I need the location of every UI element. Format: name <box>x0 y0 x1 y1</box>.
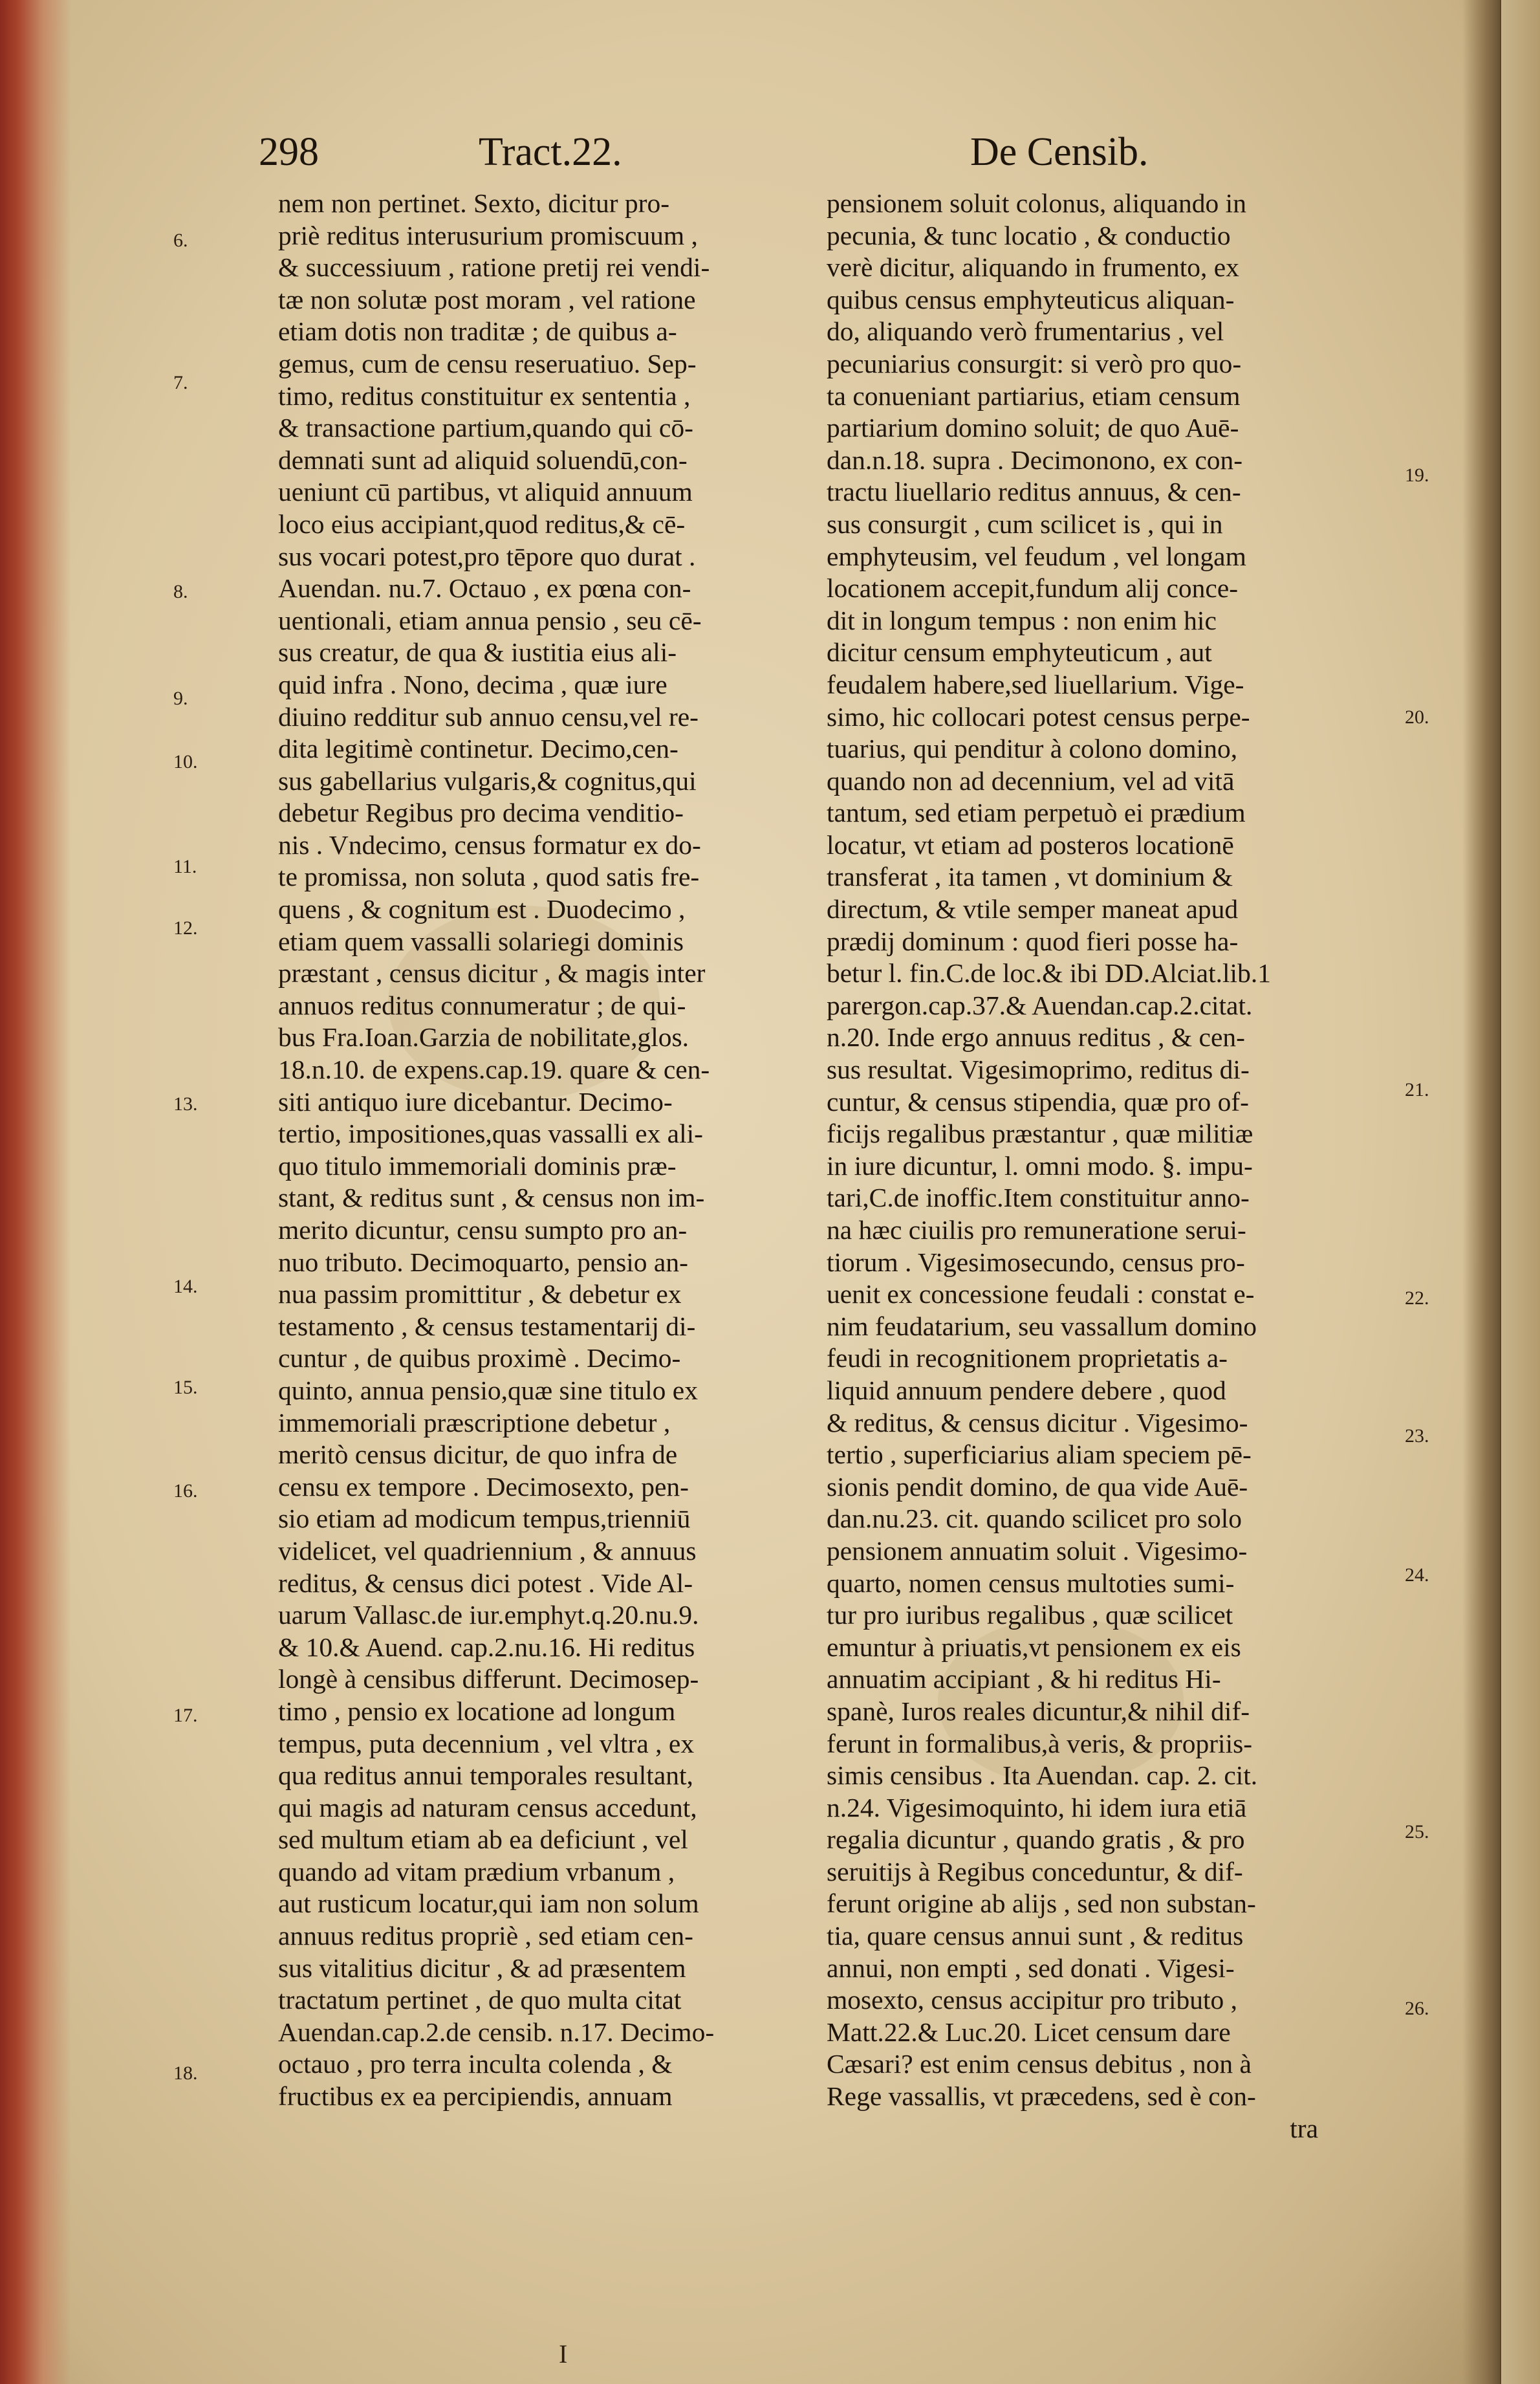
text-line: merito dicuntur, censu sumpto pro an- <box>278 1215 688 1245</box>
margin-number: 12. <box>173 917 198 939</box>
text-line: gemus, cum de censu reseruatiuo. Sep- <box>278 348 697 378</box>
text-line: ficijs regalibus præstantur , quæ militiæ <box>827 1119 1253 1149</box>
text-line: annui, non empti , sed donati . Vigesi- <box>827 1952 1235 1983</box>
text-line: quarto, nomen census multoties sumi- <box>827 1568 1235 1598</box>
text-line: te promissa, non soluta , quod satis fre- <box>278 862 700 892</box>
margin-number: 16. <box>173 1480 198 1502</box>
text-line: pensionem annuatim soluit . Vigesimo- <box>827 1535 1248 1566</box>
text-line: & 10.& Auend. cap.2.nu.16. Hi reditus <box>278 1632 695 1662</box>
treatise-label: Tract.22. <box>479 130 622 174</box>
margin-number: 20. <box>1405 706 1429 728</box>
text-line: tari,C.de inoffic.Item constituitur anno- <box>827 1183 1250 1213</box>
margin-number: 15. <box>173 1377 198 1398</box>
page-number: 298 <box>259 130 319 174</box>
text-line: aut rusticum locatur,qui iam non solum <box>278 1888 699 1919</box>
text-line: nuo tributo. Decimoquarto, pensio an- <box>278 1247 688 1277</box>
text-line: nis . Vndecimo, census formatur ex do- <box>278 829 701 860</box>
text-line: sio etiam ad modicum tempus,trienniū <box>278 1504 691 1534</box>
text-line: sus vocari potest,pro tēpore quo durat . <box>278 541 696 571</box>
margin-number: 10. <box>173 751 198 772</box>
margin-number: 18. <box>173 2062 198 2084</box>
text-line: longè à censibus differunt. Decimosep- <box>278 1664 699 1694</box>
text-line: verè dicitur, aliquando in frumento, ex <box>827 252 1239 283</box>
margin-number: 22. <box>1405 1287 1429 1309</box>
text-line: sus consurgit , cum scilicet is , qui in <box>827 509 1223 539</box>
text-line: mosexto, census accipitur pro tributo , <box>827 1985 1238 2015</box>
text-line: pecuniarius consurgit: si verò pro quo- <box>827 348 1242 378</box>
text-line: annuatim accipiant , & hi reditus Hi- <box>827 1664 1221 1694</box>
text-line: tuarius, qui penditur à colono domino, <box>827 734 1238 764</box>
text-line: tur pro iuribus regalibus , quæ scilicet <box>827 1600 1233 1630</box>
margin-number: 25. <box>1405 1821 1429 1843</box>
margin-number: 11. <box>173 856 197 877</box>
text-line: locatur, vt etiam ad posteros locationē <box>827 829 1234 860</box>
text-line: seruitijs à Regibus conceduntur, & dif- <box>827 1856 1243 1886</box>
text-line: loco eius accipiant,quod reditus,& cē- <box>278 509 686 539</box>
text-line: spanè, Iuros reales dicuntur,& nihil dif- <box>827 1696 1250 1726</box>
margin-number: 19. <box>1405 465 1429 486</box>
text-line: octauo , pro terra inculta colenda , & <box>278 2049 673 2079</box>
text-line: censu ex tempore . Decimosexto, pen- <box>278 1471 689 1502</box>
text-line: tæ non solutæ post moram , vel ratione <box>278 284 696 314</box>
text-line: annuos reditus connumeratur ; de qui- <box>278 990 686 1020</box>
text-line: etiam dotis non traditæ ; de quibus a- <box>278 316 677 347</box>
text-line: dan.n.18. supra . Decimonono, ex con- <box>827 444 1243 475</box>
text-line: pecunia, & tunc locatio , & conductio <box>827 220 1231 250</box>
text-line: tempus, puta decennium , vel vltra , ex <box>278 1728 695 1758</box>
text-line: dit in longum tempus : non enim hic <box>827 605 1217 635</box>
text-line: liquid annuum pendere debere , quod <box>827 1375 1226 1405</box>
text-line: bus Fra.Ioan.Garzia de nobilitate,glos. <box>278 1022 689 1053</box>
text-line: n.20. Inde ergo annuus reditus , & cen- <box>827 1022 1245 1053</box>
text-line: prædij dominum : quod fieri posse ha- <box>827 926 1239 956</box>
text-line: uarum Vallasc.de iur.emphyt.q.20.nu.9. <box>278 1600 699 1630</box>
text-line: qui magis ad naturam census accedunt, <box>278 1792 697 1822</box>
text-line: stant, & reditus sunt , & census non im- <box>278 1183 705 1213</box>
page-edge-left <box>0 0 71 2384</box>
text-line: do, aliquando verò frumentarius , vel <box>827 316 1224 347</box>
text-line: quinto, annua pensio,quæ sine titulo ex <box>278 1375 698 1405</box>
text-line: tantum, sed etiam perpetuò ei prædium <box>827 798 1246 828</box>
text-line: feudi in recognitionem proprietatis a- <box>827 1343 1228 1373</box>
margin-number: 26. <box>1405 1998 1429 2019</box>
text-line: siti antiquo iure dicebantur. Decimo- <box>278 1086 673 1117</box>
text-line: in iure dicuntur, l. omni modo. §. impu- <box>827 1150 1253 1181</box>
text-line: 18.n.10. de expens.cap.19. quare & cen- <box>278 1055 710 1085</box>
text-line: & successiuum , ratione pretij rei vendi- <box>278 252 710 283</box>
text-line: quando non ad decennium, vel ad vitā <box>827 765 1235 796</box>
text-line: & transactione partium,quando qui cō- <box>278 413 693 443</box>
text-line: dita legitimè continetur. Decimo,cen- <box>278 734 678 764</box>
text-line: ueniunt cū partibus, vt aliquid annuum <box>278 477 693 507</box>
running-header <box>0 129 1540 194</box>
margin-number: 17. <box>173 1705 198 1726</box>
text-line: cuntur , de quibus proximè . Decimo- <box>278 1343 681 1373</box>
text-line: sed multum etiam ab ea deficiunt , vel <box>278 1824 688 1855</box>
text-line: tiorum . Vigesimosecundo, census pro- <box>827 1247 1245 1277</box>
text-line: sus resultat. Vigesimoprimo, reditus di- <box>827 1055 1250 1085</box>
text-line: timo , pensio ex locatione ad longum <box>278 1696 676 1726</box>
text-line: & reditus, & census dicitur . Vigesimo- <box>827 1407 1248 1438</box>
margin-number: 23. <box>1405 1425 1429 1447</box>
text-line: fructibus ex ea percipiendis, annuam <box>278 2081 673 2112</box>
running-title: De Censib. <box>970 130 1149 174</box>
text-line: uentionali, etiam annua pensio , seu cē- <box>278 605 702 635</box>
text-line: sus vitalitius dicitur , & ad præsentem <box>278 1952 686 1983</box>
text-line: nua passim promittitur , & debetur ex <box>278 1279 682 1309</box>
left-text-column <box>278 188 815 2113</box>
margin-number: 14. <box>173 1276 198 1297</box>
text-line: emphyteusim, vel feudum , vel longam <box>827 541 1246 571</box>
text-line: tertio, impositiones,quas vassalli ex ali- <box>278 1119 703 1149</box>
text-line: Cæsari? est enim census debitus , non à <box>827 2049 1252 2079</box>
text-line: annuus reditus propriè , sed etiam cen- <box>278 1921 693 1951</box>
text-line: feudalem habere,sed liuellarium. Vige- <box>827 669 1244 699</box>
margin-number: 8. <box>173 581 188 602</box>
text-line: qua reditus annui temporales resultant, <box>278 1760 693 1791</box>
facing-page-sliver <box>1500 0 1540 2384</box>
margin-number: 9. <box>173 688 188 709</box>
text-line: quibus census emphyteuticus aliquan- <box>827 284 1235 314</box>
text-line: ferunt origine ab alijs , sed non substan- <box>827 1888 1256 1919</box>
catchword: tra <box>1290 2113 1318 2143</box>
text-line: tertio , superficiarius aliam speciem pē- <box>827 1439 1252 1470</box>
text-line: nem non pertinet. Sexto, dicitur pro- <box>278 188 670 218</box>
text-line: parergon.cap.37.& Auendan.cap.2.citat. <box>827 990 1253 1020</box>
text-line: nim feudatarium, seu vassallum domino <box>827 1311 1257 1341</box>
text-line: ta conueniant partiarius, etiam censum <box>827 380 1241 411</box>
text-line: simis censibus . Ita Auendan. cap. 2. cit. <box>827 1760 1258 1791</box>
text-line: sus creatur, de qua & iustitia eius ali- <box>278 637 677 668</box>
text-line: immemoriali præscriptione debetur , <box>278 1407 671 1438</box>
text-line: priè reditus interusurium promiscuum , <box>278 220 698 250</box>
text-line: testamento , & census testamentarij di- <box>278 1311 696 1341</box>
text-line: debetur Regibus pro decima venditio- <box>278 798 684 828</box>
text-line: tia, quare census annui sunt , & reditus <box>827 1921 1244 1951</box>
text-line: reditus, & census dici potest . Vide Al- <box>278 1568 693 1598</box>
text-line: Auendan.cap.2.de censib. n.17. Decimo- <box>278 2017 715 2047</box>
right-text-column <box>827 188 1357 2145</box>
text-line: simo, hic collocari potest census perpe- <box>827 701 1250 732</box>
text-line: n.24. Vigesimoquinto, hi idem iura etiā <box>827 1792 1247 1822</box>
text-line: quo titulo immemoriali dominis præ- <box>278 1150 677 1181</box>
text-line: præstant , census dicitur , & magis inter <box>278 958 706 989</box>
text-line: timo, reditus constituitur ex sententia , <box>278 380 691 411</box>
text-line: locationem accepit,fundum alij conce- <box>827 573 1239 604</box>
margin-number: 24. <box>1405 1564 1429 1586</box>
text-line: partiarium domino soluit; de quo Auē- <box>827 413 1239 443</box>
text-line: transferat , ita tamen , vt dominium & <box>827 862 1233 892</box>
text-line: ferunt in formalibus,à veris, & propriis- <box>827 1728 1253 1758</box>
text-line: diuino redditur sub annuo censu,vel re- <box>278 701 699 732</box>
text-line: meritò census dicitur, de quo infra de <box>278 1439 678 1470</box>
text-line: cuntur, & census stipendia, quæ pro of- <box>827 1086 1249 1117</box>
text-line: etiam quem vassalli solariegi dominis <box>278 926 684 956</box>
text-line: dan.nu.23. cit. quando scilicet pro solo <box>827 1504 1242 1534</box>
margin-number: 13. <box>173 1093 198 1115</box>
text-line: quid infra . Nono, decima , quæ iure <box>278 669 667 699</box>
text-line: demnati sunt ad aliquid soluendū,con- <box>278 444 688 475</box>
text-line: Matt.22.& Luc.20. Licet censum dare <box>827 2017 1231 2047</box>
text-line: pensionem soluit colonus, aliquando in <box>827 188 1246 218</box>
margin-number: 6. <box>173 230 188 251</box>
text-line: na hæc ciuilis pro remuneratione serui- <box>827 1215 1246 1245</box>
text-line: quando ad vitam prædium vrbanum , <box>278 1856 675 1886</box>
text-line: sionis pendit domino, de qua vide Auē- <box>827 1471 1248 1502</box>
text-line: regalia dicuntur , quando gratis , & pro <box>827 1824 1245 1855</box>
text-line: dicitur censum emphyteuticum , aut <box>827 637 1212 668</box>
margin-number: 7. <box>173 372 188 393</box>
text-line: Auendan. nu.7. Octauo , ex pœna con- <box>278 573 691 604</box>
margin-number: 21. <box>1405 1079 1429 1100</box>
text-line: tractu liuellario reditus annuus, & cen- <box>827 477 1241 507</box>
text-line: betur l. fin.C.de loc.& ibi DD.Alciat.lib.1 <box>827 958 1271 989</box>
text-line: Rege vassallis, vt præcedens, sed è con- <box>827 2081 1256 2112</box>
text-line: tractatum pertinet , de quo multa citat <box>278 1985 682 2015</box>
text-line: emuntur à priuatis,vt pensionem ex eis <box>827 1632 1241 1662</box>
text-line: sus gabellarius vulgaris,& cognitus,qui <box>278 765 697 796</box>
text-line: quens , & cognitum est . Duodecimo , <box>278 894 686 924</box>
text-line: uenit ex concessione feudali : constat e- <box>827 1279 1255 1309</box>
bottom-mark: I <box>559 2339 568 2368</box>
text-line: videlicet, vel quadriennium , & annuus <box>278 1535 697 1566</box>
text-line: directum, & vtile semper maneat apud <box>827 894 1239 924</box>
